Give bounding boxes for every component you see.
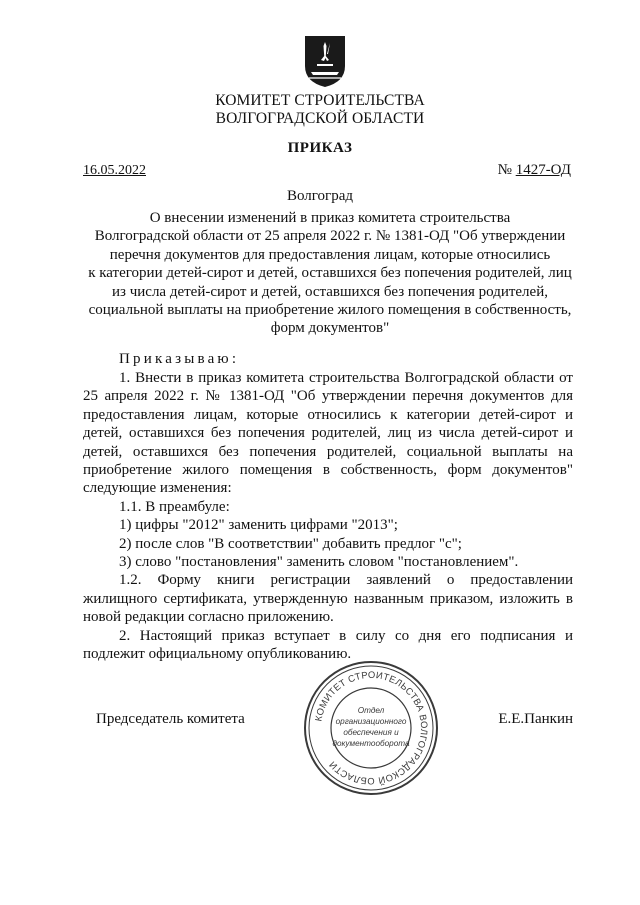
order-body: [83, 369, 573, 664]
paragraph-1-1-a: 1) цифры "2012" заменить цифрами "2013";: [119, 517, 398, 534]
number-prefix: №: [497, 162, 512, 178]
subject-line: форм документов": [270, 320, 390, 337]
subject-block: [60, 209, 600, 338]
subject-line: социальной выплаты на приобретение жилого помещения в собственность,: [88, 302, 572, 319]
org-name-line1: КОМИТЕТ СТРОИТЕЛЬСТВА: [215, 92, 425, 109]
document-number: [498, 162, 571, 179]
paragraph-1-1: 1.1. В преамбуле:: [119, 498, 230, 515]
order-word: Приказываю:: [119, 351, 240, 367]
paragraph-1-2: 1.2. Форму книги регистрации заявлений о предоставлении жилищного сертификата, утвержденную названным приказом, изложить в новой редакции согласно приложению.: [83, 572, 573, 626]
subject-line: О внесении изменений в приказ комитета строительства: [149, 210, 511, 226]
stamp-center-line: Отдел: [357, 706, 385, 715]
subject-line: к категории детей-сирот и детей, оставшихся без попечения родителей, лиц: [88, 265, 572, 282]
official-stamp: [301, 658, 441, 798]
subject-line: Волгоградской области от 25 апреля 2022 г. № 1381-ОД "Об утверждении: [94, 228, 566, 245]
signatory-position: Председатель комитета: [96, 711, 245, 727]
subject-line: перечня документов для предоставления лицам, которые относились: [109, 246, 551, 263]
signatory-name: Е.Е.Панкин: [498, 711, 573, 727]
number-value: 1427-ОД: [515, 162, 571, 178]
org-name-line2: ВОЛГОГРАДСКОЙ ОБЛАСТИ: [215, 110, 425, 127]
paragraph-2: 2. Настоящий приказ вступает в силу со дня его подписания и подлежит официальному опубликованию.: [83, 627, 573, 663]
stamp-ring-text: КОМИТЕТ СТРОИТЕЛЬСТВА ВОЛГОГРАДСКОЙ ОБЛАСТИ: [312, 668, 431, 788]
city: Волгоград: [286, 188, 353, 204]
stamp-center-line: обеспечения и: [343, 728, 399, 737]
stamp-center-line: документооборота: [332, 739, 410, 748]
paragraph-1: 1. Внести в приказ комитета строительства Волгоградской области от 25 апреля 2022 г. № 1381-ОД "Об утверждении перечня документов для предоставления лицам, которые относились к категории детей-сирот и детей, оставшихся без попечения родителей, лиц из числа детей-сирот и детей, оставшихся без попечения родителей, социальной выплаты на приобретение жилого помещения в собственность, форм документов" следующие изменения:: [83, 370, 573, 497]
subject-line: из числа детей-сирот и детей, оставшихся без попечения родителей,: [112, 283, 548, 300]
document-date: 16.05.2022: [83, 163, 146, 178]
paragraph-1-1-c: 3) слово "постановления" заменить словом "постановлением".: [119, 554, 519, 571]
stamp-center-line: организационного: [335, 717, 407, 726]
paragraph-1-1-b: 2) после слов "В соответствии" добавить предлог "с";: [119, 535, 462, 552]
coat-of-arms-icon: [303, 34, 347, 88]
document-title: ПРИКАЗ: [287, 140, 353, 156]
